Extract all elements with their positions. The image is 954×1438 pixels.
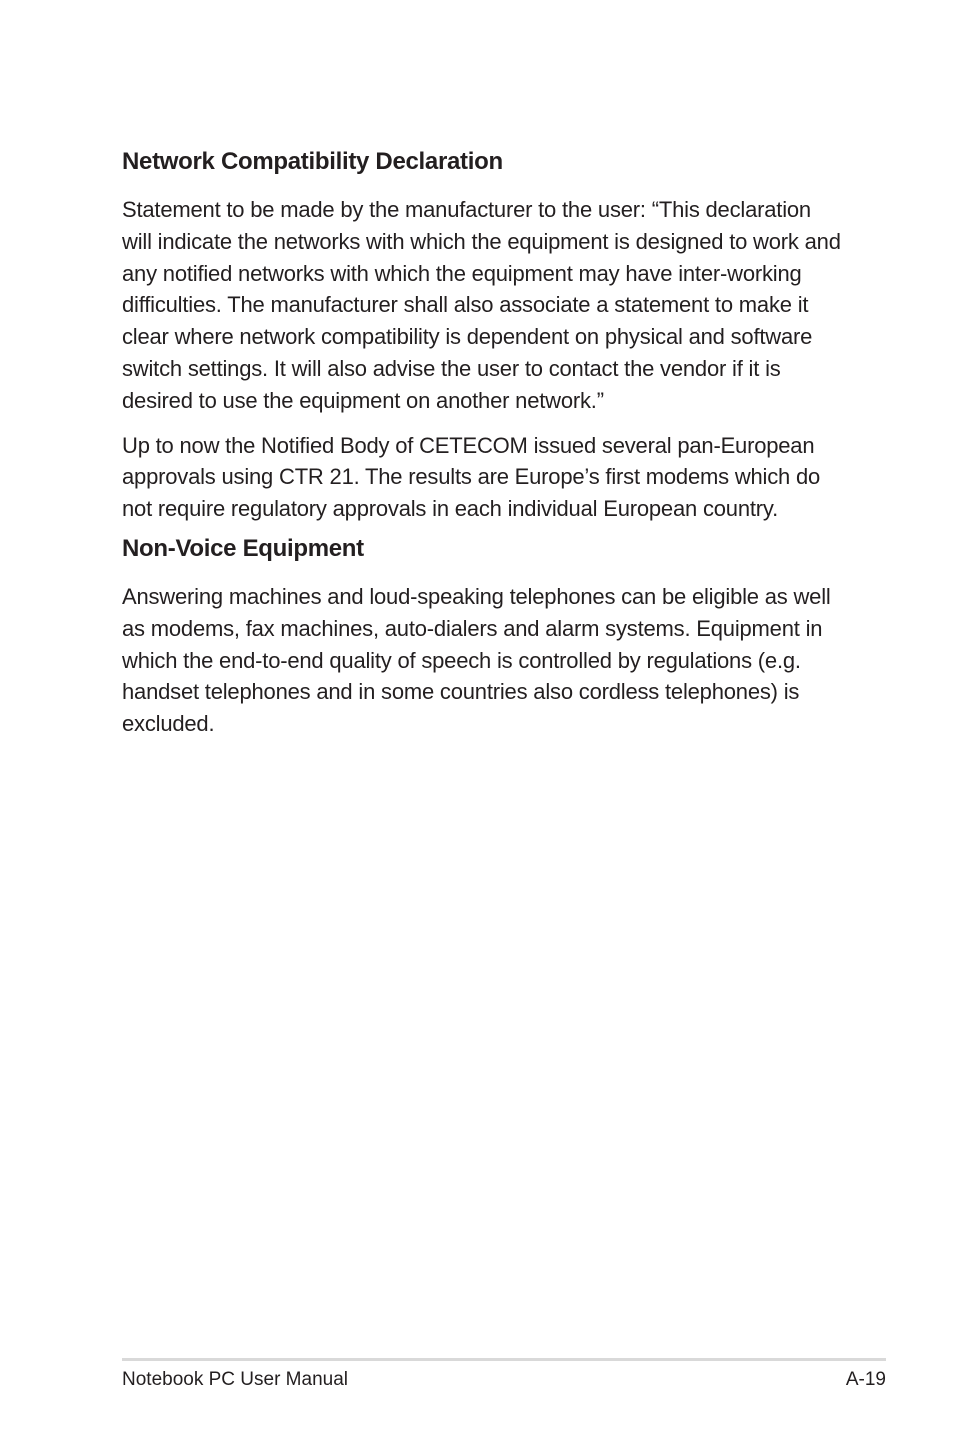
section-heading-non-voice-equipment: Non-Voice Equipment	[122, 534, 364, 562]
paragraph-non-voice: Answering machines and loud-speaking telephones can be eligible as well as modems, fax machines, auto-dialers and alarm systems. Equipment in which the end-to-end quality of speech is controlled by regulations (e.g. handset telephones and in some countries also cordless telephones) is excluded.	[122, 583, 831, 737]
footer-page-number: A-19	[845, 1369, 886, 1390]
page-content	[122, 146, 842, 753]
paragraph-statement: Statement to be made by the manufacturer to the user: “This declaration will indicate the networks with which the equipment is designed to work and any notified networks with which the equipment may have inter-working difficulties. The manufacturer shall also associate a statement to make it clear where network compatibility is dependent on physical and software switch settings. It will also advise the user to contact the vendor if it is desired to use the equipment on another network.”	[122, 197, 841, 413]
footer-manual-title: Notebook PC User Manual	[122, 1369, 348, 1390]
section-heading-network-compatibility: Network Compatibility Declaration	[122, 148, 503, 175]
footer-divider	[122, 1358, 886, 1361]
paragraph-cetecom: Up to now the Notified Body of CETECOM issued several pan-European approvals using CTR 21. The results are Europe’s first modems which do not require regulatory approvals in each individual European country.	[122, 432, 821, 522]
